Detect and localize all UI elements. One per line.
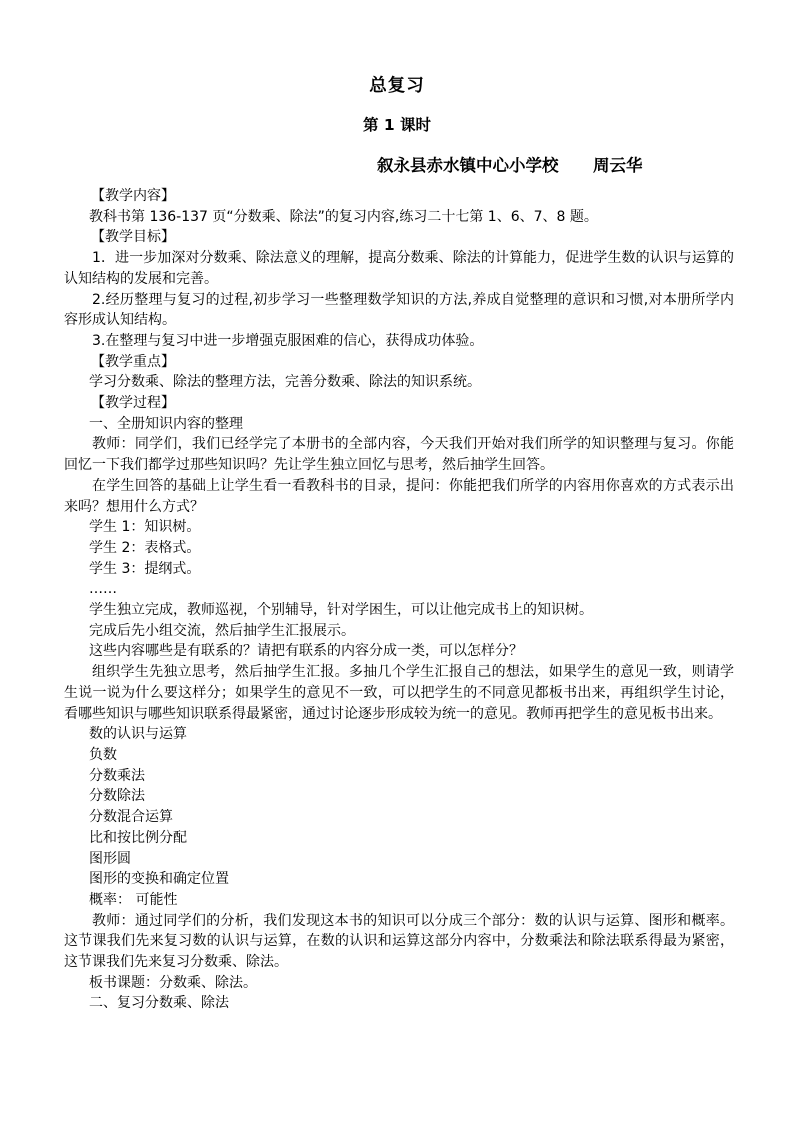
list-item: 负数 — [89, 746, 117, 763]
section-heading: 【教学目标】 — [91, 229, 175, 246]
paragraph: 3.在整理与复习中进一步增强克服困难的信心，获得成功体验。 — [92, 332, 484, 349]
paragraph: 学习分数乘、除法的整理方法，完善分数乘、除法的知识系统。 — [89, 374, 481, 391]
paragraph: 这些内容哪些是有联系的？请把有联系的内容分成一类，可以怎样分？ — [89, 643, 523, 660]
paragraph: 板书课题：分数乘、除法。 — [89, 974, 257, 991]
paragraph: 在学生回答的基础上让学生看一看教科书的目录，提问：你能把我们所学的内容用你喜欢的方式表示出来吗？想用什么方式？ — [64, 477, 734, 515]
lesson-subtitle: 第 1 课时 — [362, 116, 432, 134]
paragraph: 二、复习分数乘、除法 — [89, 995, 229, 1012]
paragraph: 一、全册知识内容的整理 — [89, 415, 243, 432]
paragraph: 完成后先小组交流，然后抽学生汇报展示。 — [89, 622, 355, 639]
paragraph: 2.经历整理与复习的过程,初步学习一些整理数学知识的方法,养成自觉整理的意识和习惯,对本册所学内容形成认知结构。 — [64, 291, 734, 329]
section-heading: 【教学过程】 — [91, 395, 175, 412]
list-item: 分数乘法 — [89, 767, 145, 784]
author-line: 叙永县赤水镇中心小学校 周云华 — [377, 156, 643, 175]
paragraph: 学生 3：提纲式。 — [89, 560, 201, 577]
paragraph: 学生 1：知识树。 — [89, 519, 201, 536]
paragraph: 教科书第 136-137 页“分数乘、除法”的复习内容,练习二十七第 1、6、7、8 题。 — [89, 208, 598, 225]
list-item: 数的认识与运算 — [89, 726, 187, 743]
list-item: 图形的变换和确定位置 — [89, 871, 229, 888]
paragraph: 学生 2：表格式。 — [89, 539, 201, 556]
section-heading: 【教学重点】 — [91, 353, 175, 370]
list-item: 分数混合运算 — [89, 809, 173, 826]
paragraph: 学生独立完成，教师巡视，个别辅导，针对学困生，可以让他完成书上的知识树。 — [89, 602, 593, 619]
paragraph: …… — [89, 581, 117, 598]
section-heading: 【教学内容】 — [91, 188, 175, 204]
page-title: 总复习 — [369, 76, 425, 96]
paragraph: 教师：通过同学们的分析，我们发现这本书的知识可以分成三个部分：数的认识与运算、图形和概率。这节课我们先来复习数的认识与运算，在数的认识和运算这部分内容中，分数乘法和除法联系得最为紧密，这节课我们先来复习分数乘、除法。 — [64, 912, 734, 971]
list-item: 分数除法 — [89, 788, 145, 805]
list-item: 图形圆 — [89, 850, 131, 867]
list-item: 比和按比例分配 — [89, 829, 187, 846]
paragraph: 1．进一步加深对分数乘、除法意义的理解，提高分数乘、除法的计算能力，促进学生数的认识与运算的认知结构的发展和完善。 — [64, 250, 734, 287]
document-body — [64, 186, 734, 1014]
list-item: 概率： 可能性 — [89, 891, 178, 908]
paragraph: 教师：同学们，我们已经学完了本册书的全部内容，今天我们开始对我们所学的知识整理与复习。你能回忆一下我们都学过那些知识吗？先让学生独立回忆与思考，然后抽学生回答。 — [64, 436, 734, 474]
paragraph: 组织学生先独立思考，然后抽学生汇报。多抽几个学生汇报自己的想法，如果学生的意见一致，则请学生说一说为什么要这样分；如果学生的意见不一致，可以把学生的不同意见都板书出来，再组织学生讨论，看哪些知识与哪些知识联系得最紧密，通过讨论逐步形成较为统一的意见。教师再把学生的意见板书出来。 — [64, 664, 734, 722]
